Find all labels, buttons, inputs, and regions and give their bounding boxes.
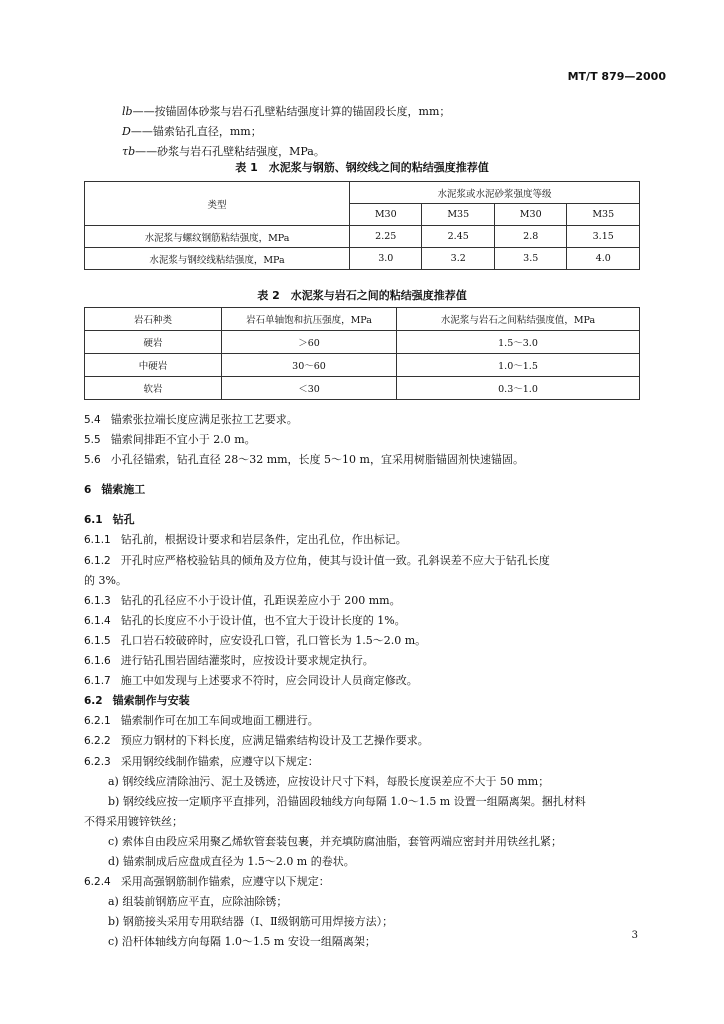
table1-grade: M30 bbox=[494, 204, 566, 226]
clause-number: 5.5 bbox=[84, 434, 101, 447]
list-item bbox=[84, 832, 640, 852]
table1-cell: 3.5 bbox=[494, 248, 566, 270]
clause-text: 锚索张拉端长度应满足张拉工艺要求。 bbox=[110, 413, 298, 426]
subsection-heading bbox=[84, 510, 640, 530]
clause-text: 锚索施工 bbox=[101, 483, 146, 497]
clause-number: 6.2.1 bbox=[84, 715, 111, 728]
clause-text: c) 索体自由段应采用聚乙烯软管套装包裹，并充填防腐油脂，套管两端应密封并用铁丝扎紧； bbox=[108, 834, 562, 848]
clause-number: 5.6 bbox=[84, 454, 101, 467]
clause-number: 6.2 bbox=[84, 695, 103, 708]
clause-number: 6.1.4 bbox=[84, 614, 111, 627]
table1-row-label: 水泥浆与钢绞线粘结强度，MPa bbox=[85, 248, 350, 270]
clause bbox=[84, 410, 640, 430]
symbol: lb bbox=[122, 105, 133, 118]
clause-text: d) 锚索制成后应盘成直径为 1.5～2.0 m 的卷状。 bbox=[108, 854, 355, 868]
clause-number: 6.1.6 bbox=[84, 655, 111, 668]
table1-grade: M30 bbox=[350, 204, 422, 226]
clause-number: 6.1.5 bbox=[84, 634, 111, 647]
table1-type-header: 类型 bbox=[85, 182, 350, 226]
clause bbox=[84, 711, 640, 731]
clause-text: b) 钢绞线应按一定顺序平直排列，沿锚固段轴线方向每隔 1.0～1.5 m 设置一组隔离架。捆扎材料 bbox=[108, 794, 586, 808]
table-row bbox=[85, 377, 640, 400]
clause bbox=[84, 450, 640, 470]
table2-cell: 软岩 bbox=[85, 377, 222, 400]
table2-cell: 硬岩 bbox=[85, 331, 222, 354]
clause-text: c) 沿杆体轴线方向每隔 1.0～1.5 m 安设一组隔离架； bbox=[108, 935, 376, 949]
clause-number: 6.1.2 bbox=[84, 554, 111, 567]
table2-bond-strength-rock bbox=[84, 307, 640, 400]
clause-text: 开孔时应严格校验钻具的倾角及方位角，使其与设计值一致。孔斜误差不应大于钻孔长度 bbox=[120, 553, 550, 567]
clause-text: 钻孔前，根据设计要求和岩层条件，定出孔位，作出标记。 bbox=[120, 533, 407, 547]
clause-text: 进行钻孔围岩固结灌浆时，应按设计要求规定执行。 bbox=[120, 654, 374, 668]
clause-number: 6.1 bbox=[84, 514, 103, 527]
clause bbox=[84, 872, 640, 892]
table1-cell: 2.8 bbox=[494, 226, 566, 248]
clause bbox=[84, 752, 640, 772]
clause bbox=[84, 611, 640, 631]
clause-number: 5.4 bbox=[84, 414, 101, 426]
table1-grade: M35 bbox=[422, 204, 494, 226]
clause bbox=[84, 430, 640, 450]
table1-cell: 3.2 bbox=[422, 248, 494, 270]
clause bbox=[84, 651, 640, 671]
clause bbox=[84, 631, 640, 651]
clause-text: 锚索制作可在加工车间或地面工棚进行。 bbox=[120, 714, 319, 728]
table1-group-header: 水泥浆或水泥砂浆强度等级 bbox=[350, 182, 640, 204]
table2-cell: 中硬岩 bbox=[85, 354, 222, 377]
table2-header: 岩石单轴饱和抗压强度，MPa bbox=[222, 308, 397, 331]
subsection-heading bbox=[84, 691, 640, 711]
clause-number: 6 bbox=[84, 484, 92, 497]
table1-bond-strength-steel bbox=[84, 181, 640, 270]
table2-cell: ＞60 bbox=[222, 331, 397, 354]
clause bbox=[84, 731, 640, 751]
clause-number: 6.2.4 bbox=[84, 876, 111, 889]
clause-number: 6.2.3 bbox=[84, 755, 111, 768]
table1-cell: 3.0 bbox=[350, 248, 422, 270]
table-row bbox=[85, 331, 640, 354]
clause bbox=[84, 591, 640, 611]
clause-text: 不得采用镀锌铁丝； bbox=[84, 814, 183, 828]
clause-text: a) 组装前钢筋应平直，应除油除锈； bbox=[108, 895, 288, 909]
symbol: D bbox=[122, 125, 131, 138]
table1-title: 表 1 水泥浆与钢筋、钢绞线之间的粘结强度推荐值 bbox=[235, 161, 489, 174]
table2-cell: ＜30 bbox=[222, 377, 397, 400]
definition-text: ——砂浆与岩石孔壁粘结强度，MPa。 bbox=[135, 145, 325, 158]
list-item bbox=[84, 892, 640, 912]
clause-text: 锚索间排距不宜小于 2.0 m。 bbox=[110, 433, 256, 447]
list-item bbox=[84, 932, 640, 952]
clause-text: 小孔径锚索，钻孔直径 28～32 mm，长度 5～10 m，宜采用树脂锚固剂快速锚固。 bbox=[110, 453, 524, 467]
page-number: 3 bbox=[631, 930, 638, 941]
table-row bbox=[85, 226, 640, 248]
table2-title: 表 2 水泥浆与岩石之间的粘结强度推荐值 bbox=[257, 289, 467, 302]
list-item bbox=[84, 772, 640, 792]
clause-text: 的 3%。 bbox=[84, 573, 127, 587]
clause-text: b) 钢筋接头采用专用联结器（Ⅰ、Ⅱ级钢筋可用焊接方法）； bbox=[108, 915, 394, 929]
list-item bbox=[84, 912, 640, 932]
list-item bbox=[84, 852, 640, 872]
table1-grade: M35 bbox=[567, 204, 640, 226]
clause-text: 采用高强钢筋制作锚索，应遵守以下规定： bbox=[120, 875, 330, 889]
clause-number: 6.1.1 bbox=[84, 534, 111, 547]
clause-continuation bbox=[84, 571, 640, 591]
symbol-definitions bbox=[122, 102, 450, 162]
body-text bbox=[84, 410, 640, 952]
clause-text: 钻孔的长度应不小于设计值，也不宜大于设计长度的 1%。 bbox=[120, 613, 406, 627]
clause bbox=[84, 671, 640, 691]
table2-cell: 0.3～1.0 bbox=[397, 377, 640, 400]
table1-cell: 2.25 bbox=[350, 226, 422, 248]
table2-cell: 1.0～1.5 bbox=[397, 354, 640, 377]
definition-d bbox=[122, 122, 450, 142]
table2-header: 岩石种类 bbox=[85, 308, 222, 331]
list-item-continuation bbox=[84, 812, 640, 832]
clause-text: a) 钢绞线应清除油污、泥土及锈迹，应按设计尺寸下料，每股长度误差应不大于 50 mm； bbox=[108, 774, 550, 788]
clause-text: 预应力钢材的下料长度，应满足锚索结构设计及工艺操作要求。 bbox=[120, 734, 429, 748]
clause-text: 锚索制作与安装 bbox=[112, 694, 190, 708]
table2-cell: 1.5～3.0 bbox=[397, 331, 640, 354]
clause-text: 钻孔的孔径应不小于设计值，孔距误差应小于 200 mm。 bbox=[120, 593, 401, 607]
clause bbox=[84, 530, 640, 550]
table1-cell: 4.0 bbox=[567, 248, 640, 270]
clause bbox=[84, 551, 640, 571]
clause-text: 孔口岩石较破碎时，应安设孔口管，孔口管长为 1.5～2.0 m。 bbox=[120, 633, 427, 647]
clause-text: 采用钢绞线制作锚索，应遵守以下规定： bbox=[120, 754, 319, 768]
table1-cell: 2.45 bbox=[422, 226, 494, 248]
clause-text: 施工中如发现与上述要求不符时，应会同设计人员商定修改。 bbox=[120, 674, 418, 688]
clause-text: 钻孔 bbox=[112, 513, 135, 527]
definition-lb bbox=[122, 102, 450, 122]
clause-number: 6.2.2 bbox=[84, 735, 111, 748]
definition-text: ——锚索钻孔直径，mm； bbox=[130, 125, 262, 138]
section-heading bbox=[84, 480, 640, 500]
table2-header: 水泥浆与岩石之间粘结强度值，MPa bbox=[397, 308, 640, 331]
table-row bbox=[85, 248, 640, 270]
document-code: MT/T 879—2000 bbox=[567, 70, 666, 83]
symbol: τb bbox=[122, 145, 136, 158]
table2-cell: 30～60 bbox=[222, 354, 397, 377]
clause-number: 6.1.3 bbox=[84, 594, 111, 607]
table1-row-label: 水泥浆与螺纹钢筋粘结强度，MPa bbox=[85, 226, 350, 248]
table1-cell: 3.15 bbox=[567, 226, 640, 248]
definition-text: ——按锚固体砂浆与岩石孔壁粘结强度计算的锚固段长度，mm； bbox=[132, 105, 451, 118]
clause-number: 6.1.7 bbox=[84, 675, 111, 688]
list-item bbox=[84, 792, 640, 812]
table-row bbox=[85, 354, 640, 377]
